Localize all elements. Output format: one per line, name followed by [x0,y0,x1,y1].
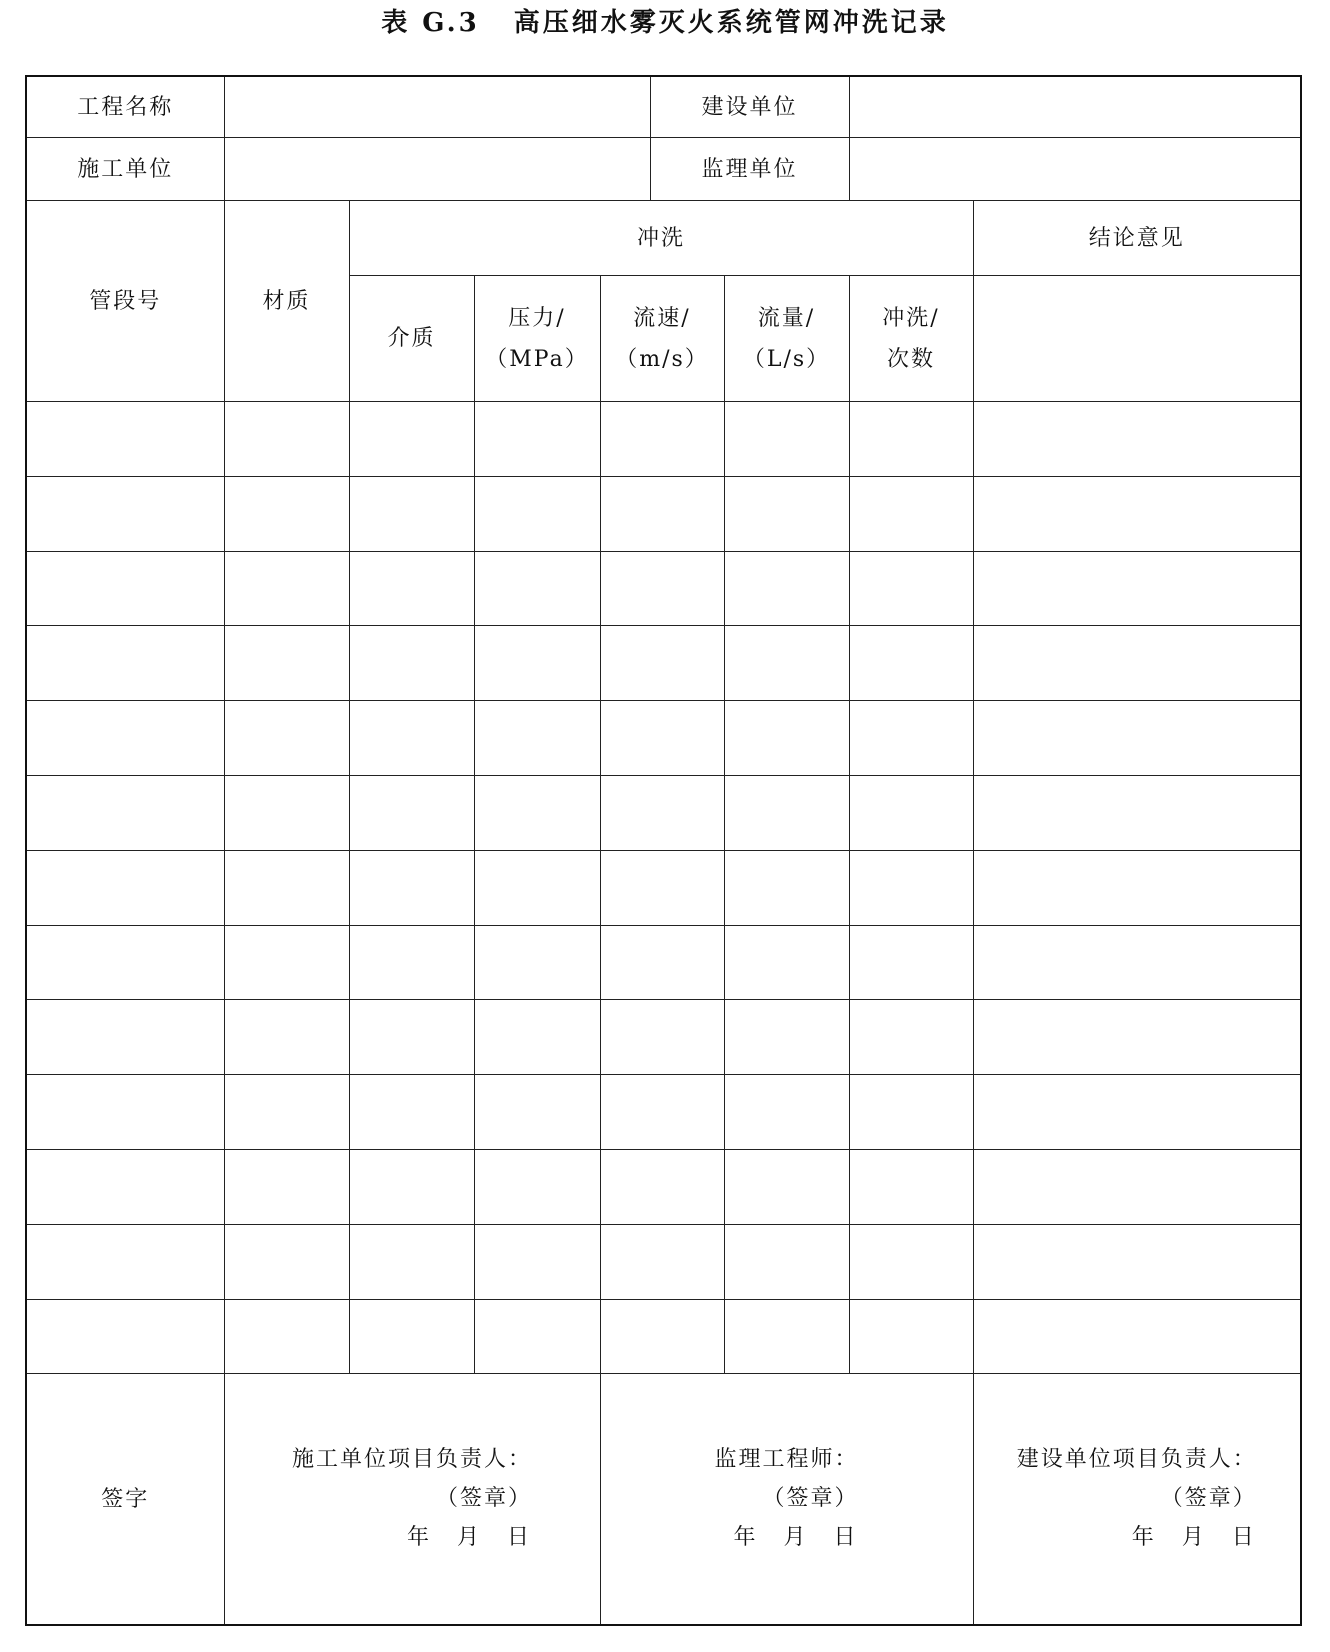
velocity-cell [600,1149,724,1224]
flush-count-cell [849,476,973,551]
flush-count-cell [849,701,973,776]
material-cell [224,551,349,626]
medium-cell [349,1224,474,1299]
table-row [26,1224,1301,1299]
medium-cell [349,1299,474,1374]
pressure-cell [474,551,600,626]
conclusion-cell [973,1075,1301,1150]
flow-cell [724,1149,849,1224]
owner-signature-role: 建设单位项目负责人： [1016,1447,1257,1473]
table-row [26,1149,1301,1224]
segment-cell [26,1075,224,1150]
segment-cell [26,701,224,776]
table-number: 表 G.3 [381,8,480,38]
page-title [0,5,1330,41]
supervisor-signature-cell [600,1374,973,1626]
contractor-signature-block [292,1440,532,1557]
supervisor-signature-block [715,1440,859,1557]
conclusion-cell [973,701,1301,776]
flow-cell [724,402,849,477]
flushing-record-table [25,75,1302,1626]
medium-cell [349,850,474,925]
header-flush-count-line1: 冲洗/ [882,305,940,331]
velocity-cell [600,402,724,477]
flush-count-cell [849,1000,973,1075]
material-cell [224,1224,349,1299]
table-row [26,402,1301,477]
signature-label: 签字 [26,1374,224,1626]
flush-count-cell [849,925,973,1000]
conclusion-cell [973,1224,1301,1299]
owner-signature-block [1017,1440,1257,1557]
contractor-info-row [26,138,1301,201]
flush-count-cell [849,1299,973,1374]
velocity-cell [600,925,724,1000]
segment-cell [26,850,224,925]
flow-cell [724,1299,849,1374]
medium-cell [349,1149,474,1224]
table-row [26,476,1301,551]
material-cell [224,476,349,551]
velocity-cell [600,1075,724,1150]
owner-signature-seal: （签章） [1160,1486,1257,1512]
flow-cell [724,775,849,850]
medium-cell [349,551,474,626]
pressure-cell [474,402,600,477]
contractor-label: 施工单位 [26,138,224,201]
builder-label: 建设单位 [650,76,849,138]
material-cell [224,1000,349,1075]
segment-cell [26,1149,224,1224]
velocity-cell [600,775,724,850]
header-flow-line1: 流量/ [757,305,816,331]
header-flow-unit: （L/s） [742,346,831,372]
velocity-cell [600,626,724,701]
supervisor-signature-date: 年 月 日 [733,1525,859,1551]
pressure-cell [474,925,600,1000]
segment-cell [26,551,224,626]
material-cell [224,626,349,701]
table-row [26,1299,1301,1374]
pressure-cell [474,850,600,925]
header-velocity-line1: 流速/ [633,305,691,331]
flow-cell [724,925,849,1000]
table-row [26,1000,1301,1075]
material-cell [224,402,349,477]
header-segment: 管段号 [26,201,224,402]
builder-value [849,76,1301,138]
header-velocity-unit: （m/s） [615,346,709,372]
table-row [26,551,1301,626]
table-row [26,925,1301,1000]
flow-cell [724,701,849,776]
velocity-cell [600,551,724,626]
flow-cell [724,1075,849,1150]
table-title: 高压细水雾灭火系统管网冲洗记录 [513,8,949,38]
header-pressure [474,276,600,402]
pressure-cell [474,476,600,551]
segment-cell [26,925,224,1000]
table-row [26,1075,1301,1150]
flush-count-cell [849,1075,973,1150]
table-row [26,701,1301,776]
table-row [26,850,1301,925]
header-pressure-unit: （MPa） [485,346,589,372]
pressure-cell [474,775,600,850]
flow-cell [724,626,849,701]
pressure-cell [474,1224,600,1299]
conclusion-cell [973,551,1301,626]
header-medium: 介质 [349,276,474,402]
segment-cell [26,476,224,551]
material-cell [224,850,349,925]
supervisor-value [849,138,1301,201]
medium-cell [349,626,474,701]
flush-count-cell [849,626,973,701]
owner-signature-date: 年 月 日 [1131,1525,1257,1551]
pressure-cell [474,626,600,701]
velocity-cell [600,701,724,776]
flow-cell [724,476,849,551]
conclusion-cell [973,1149,1301,1224]
header-conclusion: 结论意见 [973,201,1301,276]
header-flush-count [849,276,973,402]
contractor-signature-cell [224,1374,600,1626]
segment-cell [26,1299,224,1374]
header-flushing: 冲洗 [349,201,973,276]
conclusion-cell [973,925,1301,1000]
header-flush-count-line2: 次数 [887,346,936,372]
velocity-cell [600,1224,724,1299]
segment-cell [26,775,224,850]
segment-cell [26,626,224,701]
supervisor-signature-role: 监理工程师： [714,1447,859,1473]
velocity-cell [600,476,724,551]
medium-cell [349,476,474,551]
project-name-label: 工程名称 [26,76,224,138]
header-row-top [26,201,1301,276]
pressure-cell [474,1299,600,1374]
flush-count-cell [849,1149,973,1224]
medium-cell [349,402,474,477]
pressure-cell [474,701,600,776]
table-row [26,626,1301,701]
material-cell [224,1149,349,1224]
pressure-cell [474,1149,600,1224]
signature-row [26,1374,1301,1626]
flush-count-cell [849,850,973,925]
material-cell [224,1075,349,1150]
medium-cell [349,1075,474,1150]
header-flow [724,276,849,402]
contractor-signature-date: 年 月 日 [406,1525,532,1551]
conclusion-cell [973,775,1301,850]
material-cell [224,775,349,850]
header-material: 材质 [224,201,349,402]
contractor-signature-role: 施工单位项目负责人： [291,1447,532,1473]
material-cell [224,925,349,1000]
medium-cell [349,775,474,850]
project-name-value [224,76,650,138]
material-cell [224,1299,349,1374]
flow-cell [724,850,849,925]
medium-cell [349,925,474,1000]
conclusion-cell [973,626,1301,701]
velocity-cell [600,1299,724,1374]
flow-cell [724,1224,849,1299]
flow-cell [724,1000,849,1075]
velocity-cell [600,1000,724,1075]
flush-count-cell [849,1224,973,1299]
flow-cell [724,551,849,626]
medium-cell [349,1000,474,1075]
velocity-cell [600,850,724,925]
segment-cell [26,402,224,477]
project-info-row [26,76,1301,138]
contractor-value [224,138,650,201]
header-conclusion-blank [973,276,1301,402]
medium-cell [349,701,474,776]
header-pressure-line1: 压力/ [508,305,566,331]
supervisor-signature-seal: （签章） [762,1486,859,1512]
conclusion-cell [973,850,1301,925]
flush-count-cell [849,775,973,850]
supervisor-label: 监理单位 [650,138,849,201]
flush-count-cell [849,551,973,626]
conclusion-cell [973,1299,1301,1374]
segment-cell [26,1000,224,1075]
conclusion-cell [973,476,1301,551]
pressure-cell [474,1000,600,1075]
flush-count-cell [849,402,973,477]
contractor-signature-seal: （签章） [435,1486,532,1512]
segment-cell [26,1224,224,1299]
conclusion-cell [973,1000,1301,1075]
owner-signature-cell [973,1374,1301,1626]
header-velocity [600,276,724,402]
pressure-cell [474,1075,600,1150]
material-cell [224,701,349,776]
conclusion-cell [973,402,1301,477]
table-row [26,775,1301,850]
